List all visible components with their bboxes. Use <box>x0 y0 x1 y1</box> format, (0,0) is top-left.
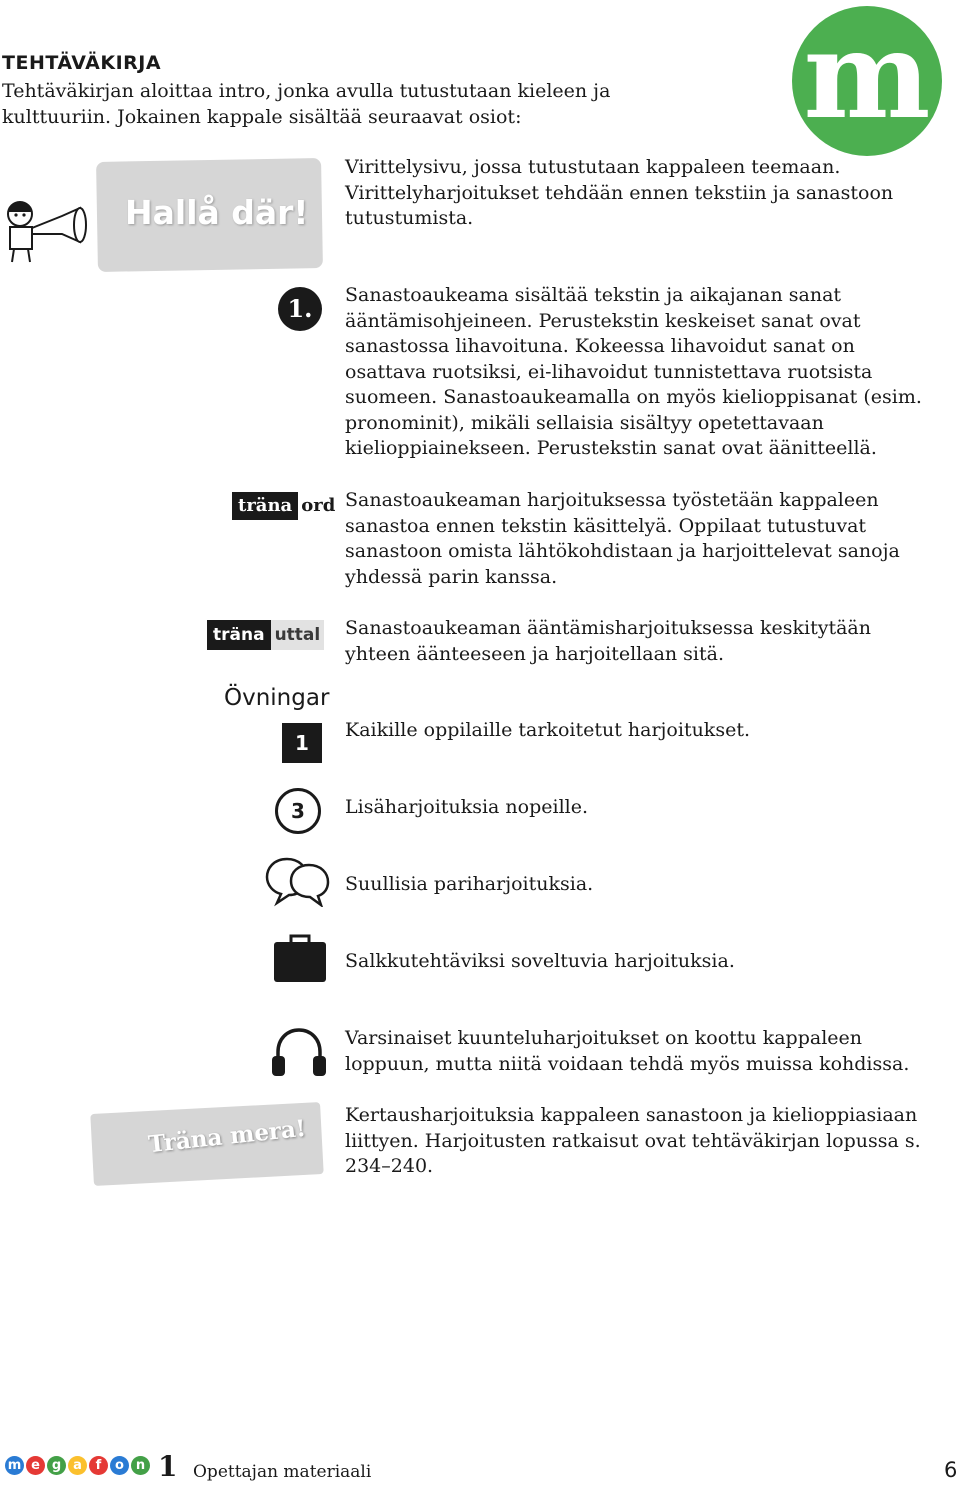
megafon-m-logo: m <box>792 6 942 156</box>
chapter-number-badge: 1. <box>278 287 322 331</box>
trana-label: träna <box>232 492 298 520</box>
extra-exercise-icon: 3 <box>275 788 321 834</box>
basic-exercise-icon: 1 <box>282 723 322 763</box>
megafon-brand-logo <box>5 1456 150 1475</box>
uttal-label: uttal <box>271 620 325 650</box>
item-description: Sanastoaukeaman ääntämisharjoituksessa keskitytään yhteen äänteeseen ja harjoitellaan sitä. <box>345 617 871 665</box>
item-description: Virittelysivu, jossa tutustutaan kappaleen teemaan. Virittelyharjoitukset tehdään ennen tekstiin ja sanastoon tutustumista. <box>345 156 894 229</box>
brand-letter: a <box>68 1456 87 1475</box>
brand-letter: n <box>131 1456 150 1475</box>
item-description: Salkkutehtäviksi soveltuvia harjoituksia. <box>345 950 735 972</box>
item-description: Sanastoaukeama sisältää tekstin ja aikajanan sanat ääntämisohjeineen. Perustekstin keskeiset sanat ovat sanastossa lihavoituna. Kokeessa lihavoidut sanat on osattava ruotsiksi, ei-lihavoidut tunnistettava ruotsista suomeen. Sanastoaukeamalla on myös kielioppisanat (esim. pronominit), mikäli sellaisia sisältyy opetettavaan kielioppiainekseen. Perustekstin sanat ovat äänitteellä. <box>345 284 922 459</box>
trana-ord-tag <box>232 492 338 520</box>
brand-letter: m <box>5 1456 24 1475</box>
brand-letter: f <box>89 1456 108 1475</box>
footer-title: Opettajan materiaali <box>193 1462 372 1482</box>
headphones-icon <box>270 1026 328 1078</box>
brand-letter: e <box>26 1456 45 1475</box>
item-description: Kaikille oppilaille tarkoitetut harjoitukset. <box>345 719 750 741</box>
megaphone-kid-icon <box>2 198 92 264</box>
briefcase-icon <box>272 932 328 984</box>
intro-paragraph: Tehtäväkirjan aloittaa intro, jonka avulla tutustutaan kieleen ja kulttuuriin. Jokainen kappale sisältää seuraavat osiot: <box>2 80 611 128</box>
trana-label: träna <box>207 620 271 650</box>
page-number: 6 <box>944 1458 958 1482</box>
ovningar-heading: Övningar <box>224 685 330 711</box>
item-description: Suullisia pariharjoituksia. <box>345 873 594 895</box>
ord-label: ord <box>298 492 338 520</box>
item-description: Varsinaiset kuunteluharjoitukset on koottu kappaleen loppuun, mutta niitä voidaan tehdä myös muissa kohdissa. <box>345 1027 910 1075</box>
section-heading: TEHTÄVÄKIRJA <box>2 52 162 74</box>
brand-letter: o <box>110 1456 129 1475</box>
item-description: Lisäharjoituksia nopeille. <box>345 796 589 818</box>
trana-uttal-tag <box>207 620 324 650</box>
brand-volume-number: 1 <box>158 1450 178 1483</box>
item-description: Kertausharjoituksia kappaleen sanastoon ja kielioppiasiaan liittyen. Harjoitusten ratkaisut ovat tehtäväkirjan lopussa s. 234–240. <box>345 1104 921 1177</box>
item-description: Sanastoaukeaman harjoituksessa työstetään kappaleen sanastoa ennen tekstin käsittelyä. Oppilaat tutustuvat sanastoon omista lähtökohdistaan ja harjoittelevat sanoja yhdessä parin kanssa. <box>345 489 900 588</box>
trana-mera-label: Träna mera! <box>147 1114 308 1159</box>
brand-letter: g <box>47 1456 66 1475</box>
halla-dar-label: Hallå där! <box>125 193 309 232</box>
speech-bubbles-icon <box>265 855 331 907</box>
